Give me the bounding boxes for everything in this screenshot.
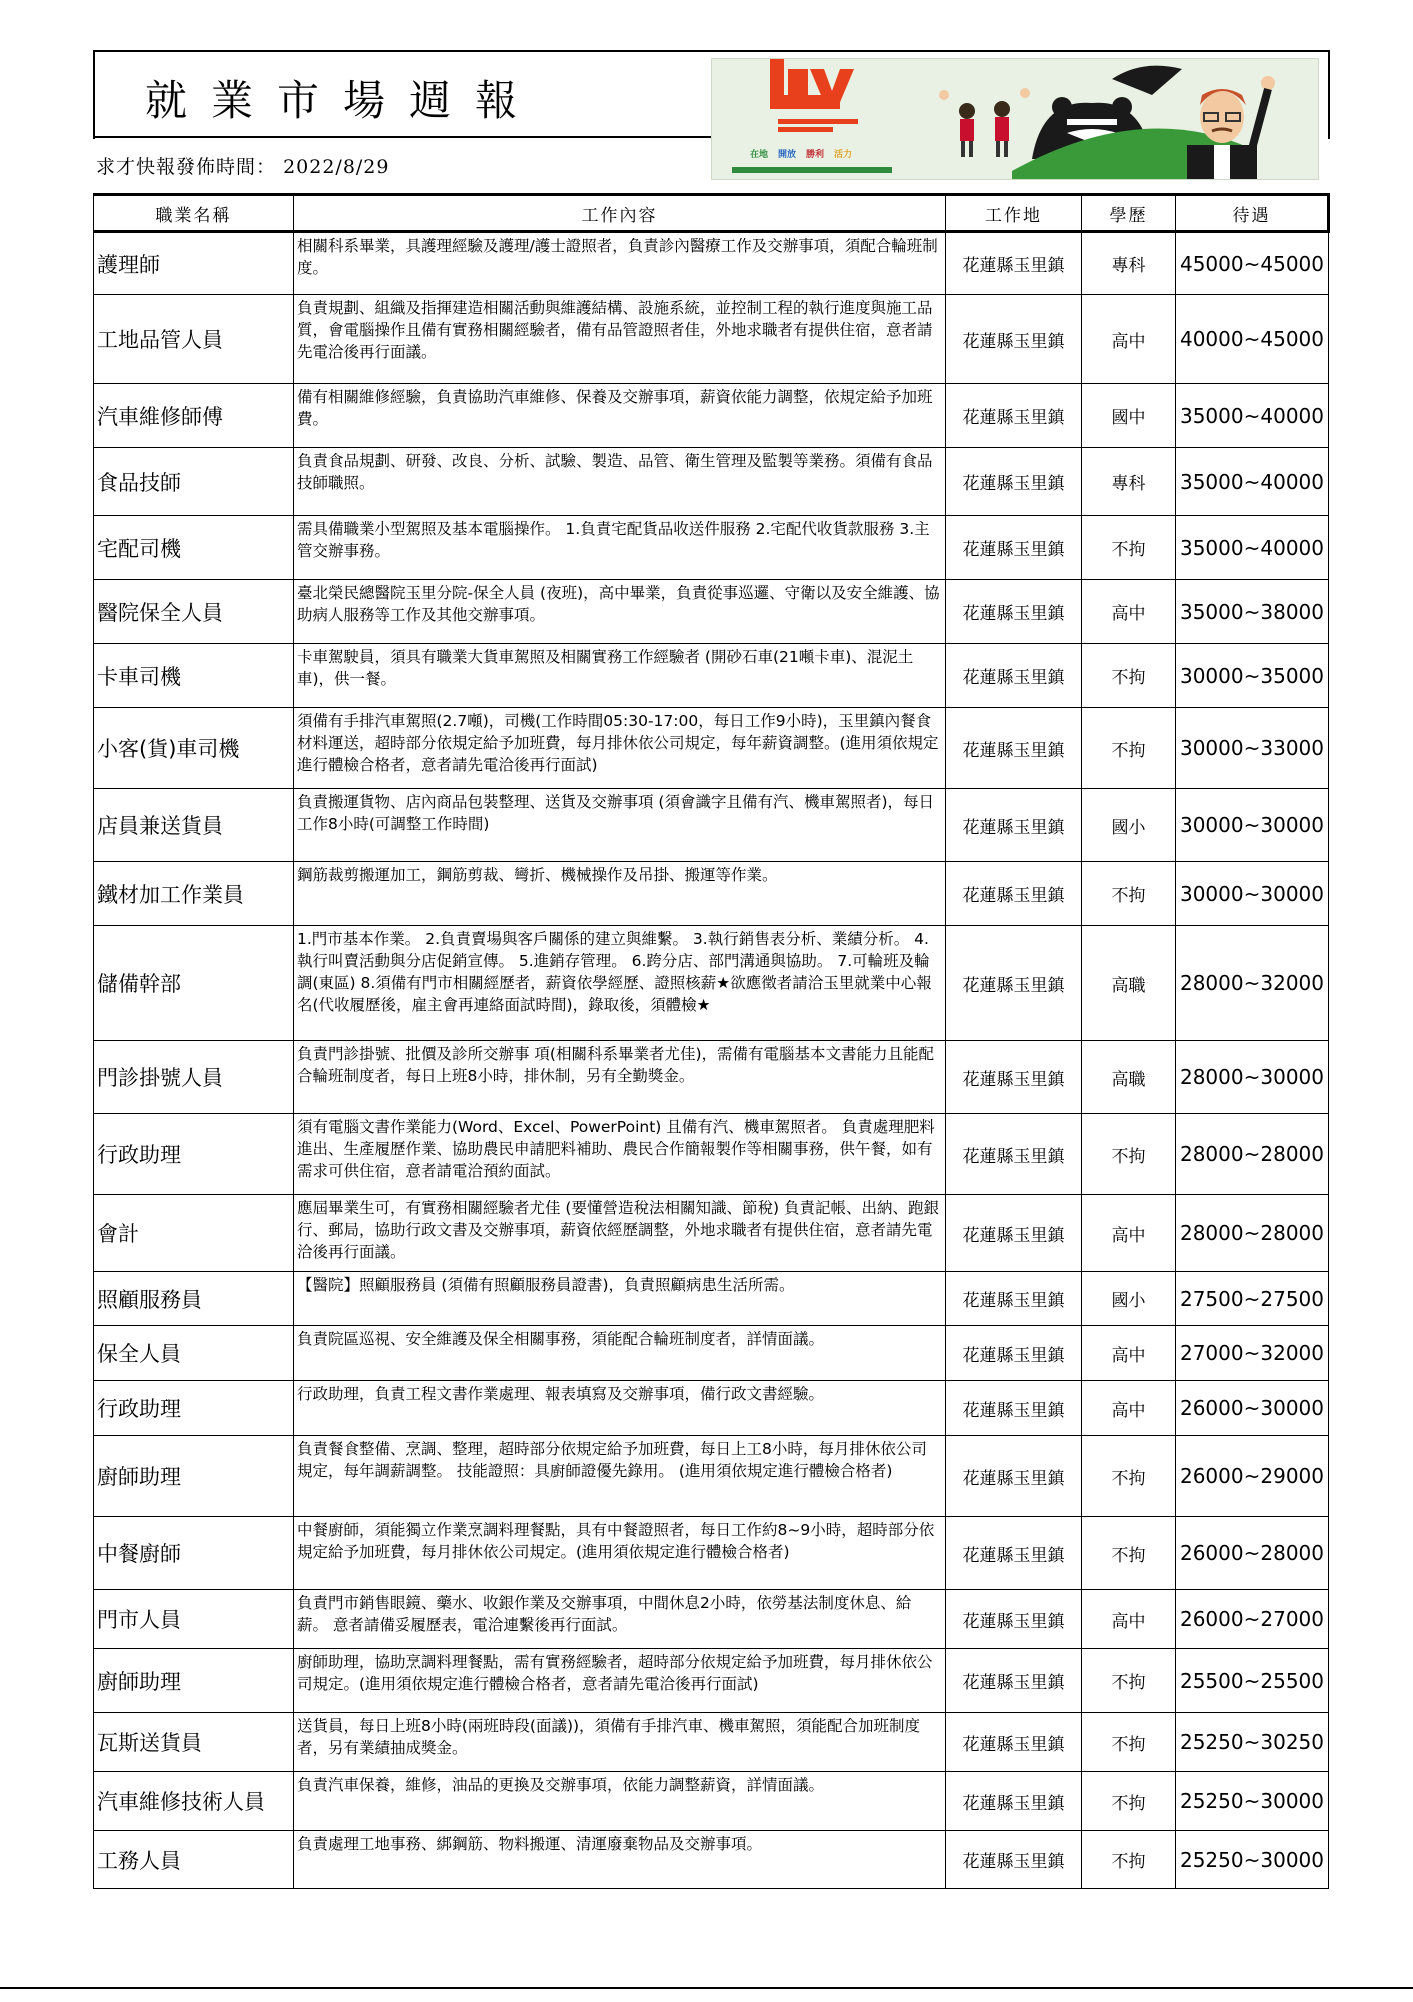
salary-cell: 28000~28000 xyxy=(1176,1114,1329,1195)
job-table xyxy=(93,193,1330,1889)
table-row xyxy=(94,708,1329,789)
salary-cell: 25250~30250 xyxy=(1176,1713,1329,1772)
header-divider xyxy=(93,136,711,138)
job-description-cell xyxy=(294,516,946,580)
job-location-cell: 花蓮縣玉里鎮 xyxy=(946,1272,1082,1326)
education-cell: 不拘 xyxy=(1082,1649,1176,1713)
job-location-cell: 花蓮縣玉里鎮 xyxy=(946,926,1082,1041)
job-description-cell xyxy=(294,1195,946,1272)
education-cell: 高中 xyxy=(1082,1326,1176,1381)
man-character-icon xyxy=(1187,76,1275,180)
job-location-cell: 花蓮縣玉里鎮 xyxy=(946,448,1082,516)
job-location-cell: 花蓮縣玉里鎮 xyxy=(946,1436,1082,1517)
job-description-text: 廚師助理，協助烹調料理餐點，需有實務經驗者，超時部分依規定給予加班費，每月排休依公司規定。(進用須依規定進行體檢合格者，意者請先電洽後再行面試) xyxy=(297,1653,933,1693)
table-row xyxy=(94,384,1329,448)
job-title-cell: 小客(貨)車司機 xyxy=(94,708,294,789)
publish-label: 求才快報發佈時間： xyxy=(96,156,277,178)
education-cell: 國中 xyxy=(1082,384,1176,448)
job-description-text: 負責汽車保養，維修，油品的更換及交辦事項，依能力調整薪資，詳情面議。 xyxy=(297,1776,825,1794)
job-description-cell xyxy=(294,708,946,789)
job-title-cell: 會計 xyxy=(94,1195,294,1272)
column-header-description: 工作內容 xyxy=(294,195,946,232)
salary-cell: 45000~45000 xyxy=(1176,232,1329,295)
job-description-text: 備有相關維修經驗，負責協助汽車維修、保養及交辦事項，薪資依能力調整，依規定給予加班費。 xyxy=(297,388,933,428)
table-row xyxy=(94,232,1329,295)
job-location-cell: 花蓮縣玉里鎮 xyxy=(946,1831,1082,1889)
job-location-cell: 花蓮縣玉里鎮 xyxy=(946,232,1082,295)
job-description-cell xyxy=(294,232,946,295)
table-row xyxy=(94,1436,1329,1517)
column-header-job-title: 職業名稱 xyxy=(94,195,294,232)
job-location-cell: 花蓮縣玉里鎮 xyxy=(946,708,1082,789)
job-location-cell: 花蓮縣玉里鎮 xyxy=(946,1114,1082,1195)
job-description-text: 需具備職業小型駕照及基本電腦操作。 1.負責宅配貨品收送件服務 2.宅配代收貨款服務 3.主管交辦事務。 xyxy=(297,520,930,560)
people-illustration-icon xyxy=(939,88,1030,157)
page-bottom-rule xyxy=(0,1987,1413,1989)
job-title-cell: 中餐廚師 xyxy=(94,1517,294,1590)
job-title-cell: 護理師 xyxy=(94,232,294,295)
job-location-cell: 花蓮縣玉里鎮 xyxy=(946,516,1082,580)
publish-info xyxy=(96,152,389,179)
education-cell: 高中 xyxy=(1082,295,1176,384)
job-description-cell xyxy=(294,1436,946,1517)
education-cell: 不拘 xyxy=(1082,1517,1176,1590)
job-location-cell: 花蓮縣玉里鎮 xyxy=(946,580,1082,644)
job-title-cell: 儲備幹部 xyxy=(94,926,294,1041)
job-description-text: 應屆畢業生可，有實務相關經驗者尤佳 (要懂營造稅法相關知識、節稅) 負責記帳、出納、跑銀行、郵局，協助行政文書及交辦事項，薪資依經歷調整，外地求職者有提供住宿，意者請先電洽後再行面議。 xyxy=(297,1199,939,1261)
job-description-cell xyxy=(294,644,946,708)
job-title-cell: 鐵材加工作業員 xyxy=(94,862,294,926)
job-description-cell xyxy=(294,1381,946,1436)
job-location-cell: 花蓮縣玉里鎮 xyxy=(946,644,1082,708)
education-cell: 不拘 xyxy=(1082,516,1176,580)
job-location-cell: 花蓮縣玉里鎮 xyxy=(946,1590,1082,1649)
table-row xyxy=(94,448,1329,516)
education-cell: 不拘 xyxy=(1082,1831,1176,1889)
job-location-cell: 花蓮縣玉里鎮 xyxy=(946,789,1082,862)
table-row xyxy=(94,1272,1329,1326)
job-description-text: 負責搬運貨物、店內商品包裝整理、送貨及交辦事項 (須會識字且備有汽、機車駕照者)，每日工作8小時(可調整工作時間) xyxy=(297,793,935,833)
salary-cell: 26000~28000 xyxy=(1176,1517,1329,1590)
logo-label-open: 開放 xyxy=(778,150,797,160)
job-title-cell: 瓦斯送貨員 xyxy=(94,1713,294,1772)
job-description-text: 須備有手排汽車駕照(2.7噸)，司機(工作時間05:30-17:00，每日工作9小時)，玉里鎮內餐食材料運送，超時部分依規定給予加班費，每月排休依公司規定，每年薪資調整。(進用須依規定進行體檢合格者，意者請先電洽後再行面試) xyxy=(297,712,939,774)
job-location-cell: 花蓮縣玉里鎮 xyxy=(946,1517,1082,1590)
table-row xyxy=(94,1831,1329,1889)
salary-cell: 35000~40000 xyxy=(1176,516,1329,580)
job-description-cell xyxy=(294,448,946,516)
education-cell: 國小 xyxy=(1082,1272,1176,1326)
job-description-text: 負責院區巡視、安全維護及保全相關事務，須能配合輪班制度者，詳情面議。 xyxy=(297,1330,825,1348)
job-location-cell: 花蓮縣玉里鎮 xyxy=(946,1649,1082,1713)
table-row xyxy=(94,1381,1329,1436)
table-row xyxy=(94,1713,1329,1772)
table-row xyxy=(94,1649,1329,1713)
salary-cell: 40000~45000 xyxy=(1176,295,1329,384)
education-cell: 不拘 xyxy=(1082,644,1176,708)
column-header-education: 學歷 xyxy=(1082,195,1176,232)
table-row xyxy=(94,516,1329,580)
education-cell: 高中 xyxy=(1082,1195,1176,1272)
salary-cell: 25250~30000 xyxy=(1176,1831,1329,1889)
job-description-text: 負責餐食整備、烹調、整理，超時部分依規定給予加班費，每日上工8小時，每月排休依公司規定，每年調薪調整。 技能證照：具廚師證優先錄用。 (進用須依規定進行體檢合格者) xyxy=(297,1440,927,1480)
job-description-cell xyxy=(294,1831,946,1889)
job-title-cell: 食品技師 xyxy=(94,448,294,516)
job-table-body xyxy=(94,232,1329,1889)
salary-cell: 26000~30000 xyxy=(1176,1381,1329,1436)
salary-cell: 35000~38000 xyxy=(1176,580,1329,644)
education-cell: 不拘 xyxy=(1082,862,1176,926)
job-description-text: 負責規劃、組織及指揮建造相關活動與維護結構、設施系統，並控制工程的執行進度與施工品質，會電腦操作且備有實務相關經驗者，備有品管證照者佳，外地求職者有提供住宿，意者請先電洽後再行面議。 xyxy=(297,299,933,361)
job-location-cell: 花蓮縣玉里鎮 xyxy=(946,1772,1082,1831)
job-description-text: 負責處理工地事務、綁鋼筋、物料搬運、清運廢棄物品及交辦事項。 xyxy=(297,1835,763,1853)
job-location-cell: 花蓮縣玉里鎮 xyxy=(946,384,1082,448)
job-description-cell xyxy=(294,1649,946,1713)
job-location-cell: 花蓮縣玉里鎮 xyxy=(946,1381,1082,1436)
job-description-text: 負責門診掛號、批價及診所交辦事 項(相關科系畢業者尤佳)，需備有電腦基本文書能力且能配合輪班制度者，每日上班8小時，排休制，另有全勤獎金。 xyxy=(297,1045,935,1085)
table-row xyxy=(94,1114,1329,1195)
salary-cell: 30000~30000 xyxy=(1176,862,1329,926)
salary-cell: 28000~28000 xyxy=(1176,1195,1329,1272)
header-banner xyxy=(711,58,1319,180)
table-row xyxy=(94,580,1329,644)
job-title-cell: 汽車維修技術人員 xyxy=(94,1772,294,1831)
table-row xyxy=(94,644,1329,708)
job-description-text: 負責食品規劃、研發、改良、分析、試驗、製造、品管、衛生管理及監製等業務。須備有食品技師職照。 xyxy=(297,452,933,492)
job-title-cell: 工地品管人員 xyxy=(94,295,294,384)
table-row xyxy=(94,1041,1329,1114)
logo-label-victory: 勝利 xyxy=(806,150,825,160)
education-cell: 專科 xyxy=(1082,448,1176,516)
job-title-cell: 工務人員 xyxy=(94,1831,294,1889)
job-description-text: 須有電腦文書作業能力(Word、Excel、PowerPoint) 且備有汽、機車駕照者。 負責處理肥料進出、生產履歷作業、協助農民申請肥料補助、農民合作簡報製作等相關事務，供午餐，如有需求可供住宿，意者請電洽預約面試。 xyxy=(297,1118,935,1180)
table-row xyxy=(94,1772,1329,1831)
job-title-cell: 行政助理 xyxy=(94,1381,294,1436)
job-description-text: 鋼筋裁剪搬運加工，鋼筋剪裁、彎折、機械操作及吊掛、搬運等作業。 xyxy=(297,866,778,884)
logo-labels xyxy=(750,147,852,160)
publish-date: 2022/8/29 xyxy=(283,156,390,178)
education-cell: 高中 xyxy=(1082,1590,1176,1649)
salary-cell: 30000~35000 xyxy=(1176,644,1329,708)
job-description-cell xyxy=(294,384,946,448)
salary-cell: 30000~30000 xyxy=(1176,789,1329,862)
job-title-cell: 門市人員 xyxy=(94,1590,294,1649)
job-title-cell: 汽車維修師傅 xyxy=(94,384,294,448)
education-cell: 不拘 xyxy=(1082,1436,1176,1517)
salary-cell: 35000~40000 xyxy=(1176,448,1329,516)
job-description-text: 相關科系畢業，具護理經驗及護理/護士證照者，負責診內醫療工作及交辦事項，須配合輪班制度。 xyxy=(297,237,938,277)
job-title-cell: 照顧服務員 xyxy=(94,1272,294,1326)
job-description-cell xyxy=(294,1590,946,1649)
banner-illustration xyxy=(712,59,1319,180)
job-location-cell: 花蓮縣玉里鎮 xyxy=(946,1195,1082,1272)
salary-cell: 35000~40000 xyxy=(1176,384,1329,448)
table-header-row xyxy=(94,195,1329,232)
job-title-cell: 醫院保全人員 xyxy=(94,580,294,644)
job-description-cell xyxy=(294,862,946,926)
table-row xyxy=(94,295,1329,384)
job-description-cell xyxy=(294,1326,946,1381)
education-cell: 專科 xyxy=(1082,232,1176,295)
salary-cell: 26000~27000 xyxy=(1176,1590,1329,1649)
job-description-text: 臺北榮民總醫院玉里分院-保全人員 (夜班)，高中畢業，負責從事巡邏、守衛以及安全維護、協助病人服務等工作及其他交辦事項。 xyxy=(297,584,940,624)
job-location-cell: 花蓮縣玉里鎮 xyxy=(946,295,1082,384)
table-row xyxy=(94,1195,1329,1272)
job-title-cell: 保全人員 xyxy=(94,1326,294,1381)
table-row xyxy=(94,789,1329,862)
education-cell: 不拘 xyxy=(1082,1713,1176,1772)
salary-cell: 28000~30000 xyxy=(1176,1041,1329,1114)
salary-cell: 26000~29000 xyxy=(1176,1436,1329,1517)
column-header-salary: 待遇 xyxy=(1176,195,1329,232)
salary-cell: 25250~30000 xyxy=(1176,1772,1329,1831)
job-description-cell xyxy=(294,1772,946,1831)
education-cell: 高中 xyxy=(1082,1381,1176,1436)
job-title-cell: 行政助理 xyxy=(94,1114,294,1195)
education-cell: 國小 xyxy=(1082,789,1176,862)
education-cell: 高職 xyxy=(1082,926,1176,1041)
job-description-text: 行政助理，負責工程文書作業處理、報表填寫及交辦事項，備行政文書經驗。 xyxy=(297,1385,825,1403)
education-cell: 高中 xyxy=(1082,580,1176,644)
job-description-cell xyxy=(294,1713,946,1772)
job-description-cell xyxy=(294,926,946,1041)
education-cell: 不拘 xyxy=(1082,1114,1176,1195)
job-location-cell: 花蓮縣玉里鎮 xyxy=(946,1041,1082,1114)
education-cell: 高職 xyxy=(1082,1041,1176,1114)
job-location-cell: 花蓮縣玉里鎮 xyxy=(946,1713,1082,1772)
salary-cell: 27000~32000 xyxy=(1176,1326,1329,1381)
job-description-text: 1.門市基本作業。 2.負責賣場與客戶關係的建立與維繫。 3.執行銷售表分析、業績分析。 4.執行叫賣活動與分店促銷宣傳。 5.進銷存管理。 6.跨分店、部門溝通與協助。 7.可輪班及輪調(東區) 8.須備有門市相關經歷者，薪資依學經歷、證照核薪★欲應徵者請洽玉里就業中心報名(代收履歷後，雇主會再連絡面試時間)，錄取後，須體檢★ xyxy=(297,930,932,1014)
job-title-cell: 宅配司機 xyxy=(94,516,294,580)
job-description-text: 送貨員，每日上班8小時(兩班時段(面議))，須備有手排汽車、機車駕照，須能配合加班制度者，另有業績抽成獎金。 xyxy=(297,1717,921,1757)
table-row xyxy=(94,1590,1329,1649)
brand-logo-icon xyxy=(770,59,858,132)
job-location-cell: 花蓮縣玉里鎮 xyxy=(946,1326,1082,1381)
column-header-location: 工作地 xyxy=(946,195,1082,232)
salary-cell: 30000~33000 xyxy=(1176,708,1329,789)
job-description-cell xyxy=(294,1041,946,1114)
job-description-text: 負責門市銷售眼鏡、藥水、收銀作業及交辦事項，中間休息2小時，依勞基法制度休息、給薪。 意者請備妥履歷表，電洽連繫後再行面試。 xyxy=(297,1594,912,1634)
table-row xyxy=(94,862,1329,926)
job-title-cell: 門診掛號人員 xyxy=(94,1041,294,1114)
job-description-text: 中餐廚師，須能獨立作業烹調料理餐點，具有中餐證照者，每日工作約8~9小時，超時部分依規定給予加班費，每月排休依公司規定。(進用須依規定進行體檢合格者) xyxy=(297,1521,935,1561)
job-location-cell: 花蓮縣玉里鎮 xyxy=(946,862,1082,926)
logo-strip xyxy=(732,167,892,173)
job-description-cell xyxy=(294,1517,946,1590)
education-cell: 不拘 xyxy=(1082,708,1176,789)
job-description-cell xyxy=(294,295,946,384)
job-description-text: 【醫院】照顧服務員 (須備有照顧服務員證書)，負責照顧病患生活所需。 xyxy=(297,1276,795,1294)
logo-label-energy: 活力 xyxy=(834,150,853,160)
job-description-cell xyxy=(294,580,946,644)
salary-cell: 25500~25500 xyxy=(1176,1649,1329,1713)
table-row xyxy=(94,926,1329,1041)
logo-label-local: 在地 xyxy=(750,150,769,160)
job-description-cell xyxy=(294,1114,946,1195)
table-row xyxy=(94,1326,1329,1381)
job-title-cell: 廚師助理 xyxy=(94,1436,294,1517)
job-description-cell xyxy=(294,789,946,862)
job-description-cell xyxy=(294,1272,946,1326)
page-title: 就業市場週報 xyxy=(145,76,542,125)
salary-cell: 28000~32000 xyxy=(1176,926,1329,1041)
job-title-cell: 店員兼送貨員 xyxy=(94,789,294,862)
salary-cell: 27500~27500 xyxy=(1176,1272,1329,1326)
job-description-text: 卡車駕駛員，須具有職業大貨車駕照及相關實務工作經驗者 (開砂石車(21噸卡車)、混泥土車)，供一餐。 xyxy=(297,648,914,688)
job-title-cell: 卡車司機 xyxy=(94,644,294,708)
table-row xyxy=(94,1517,1329,1590)
education-cell: 不拘 xyxy=(1082,1772,1176,1831)
job-title-cell: 廚師助理 xyxy=(94,1649,294,1713)
